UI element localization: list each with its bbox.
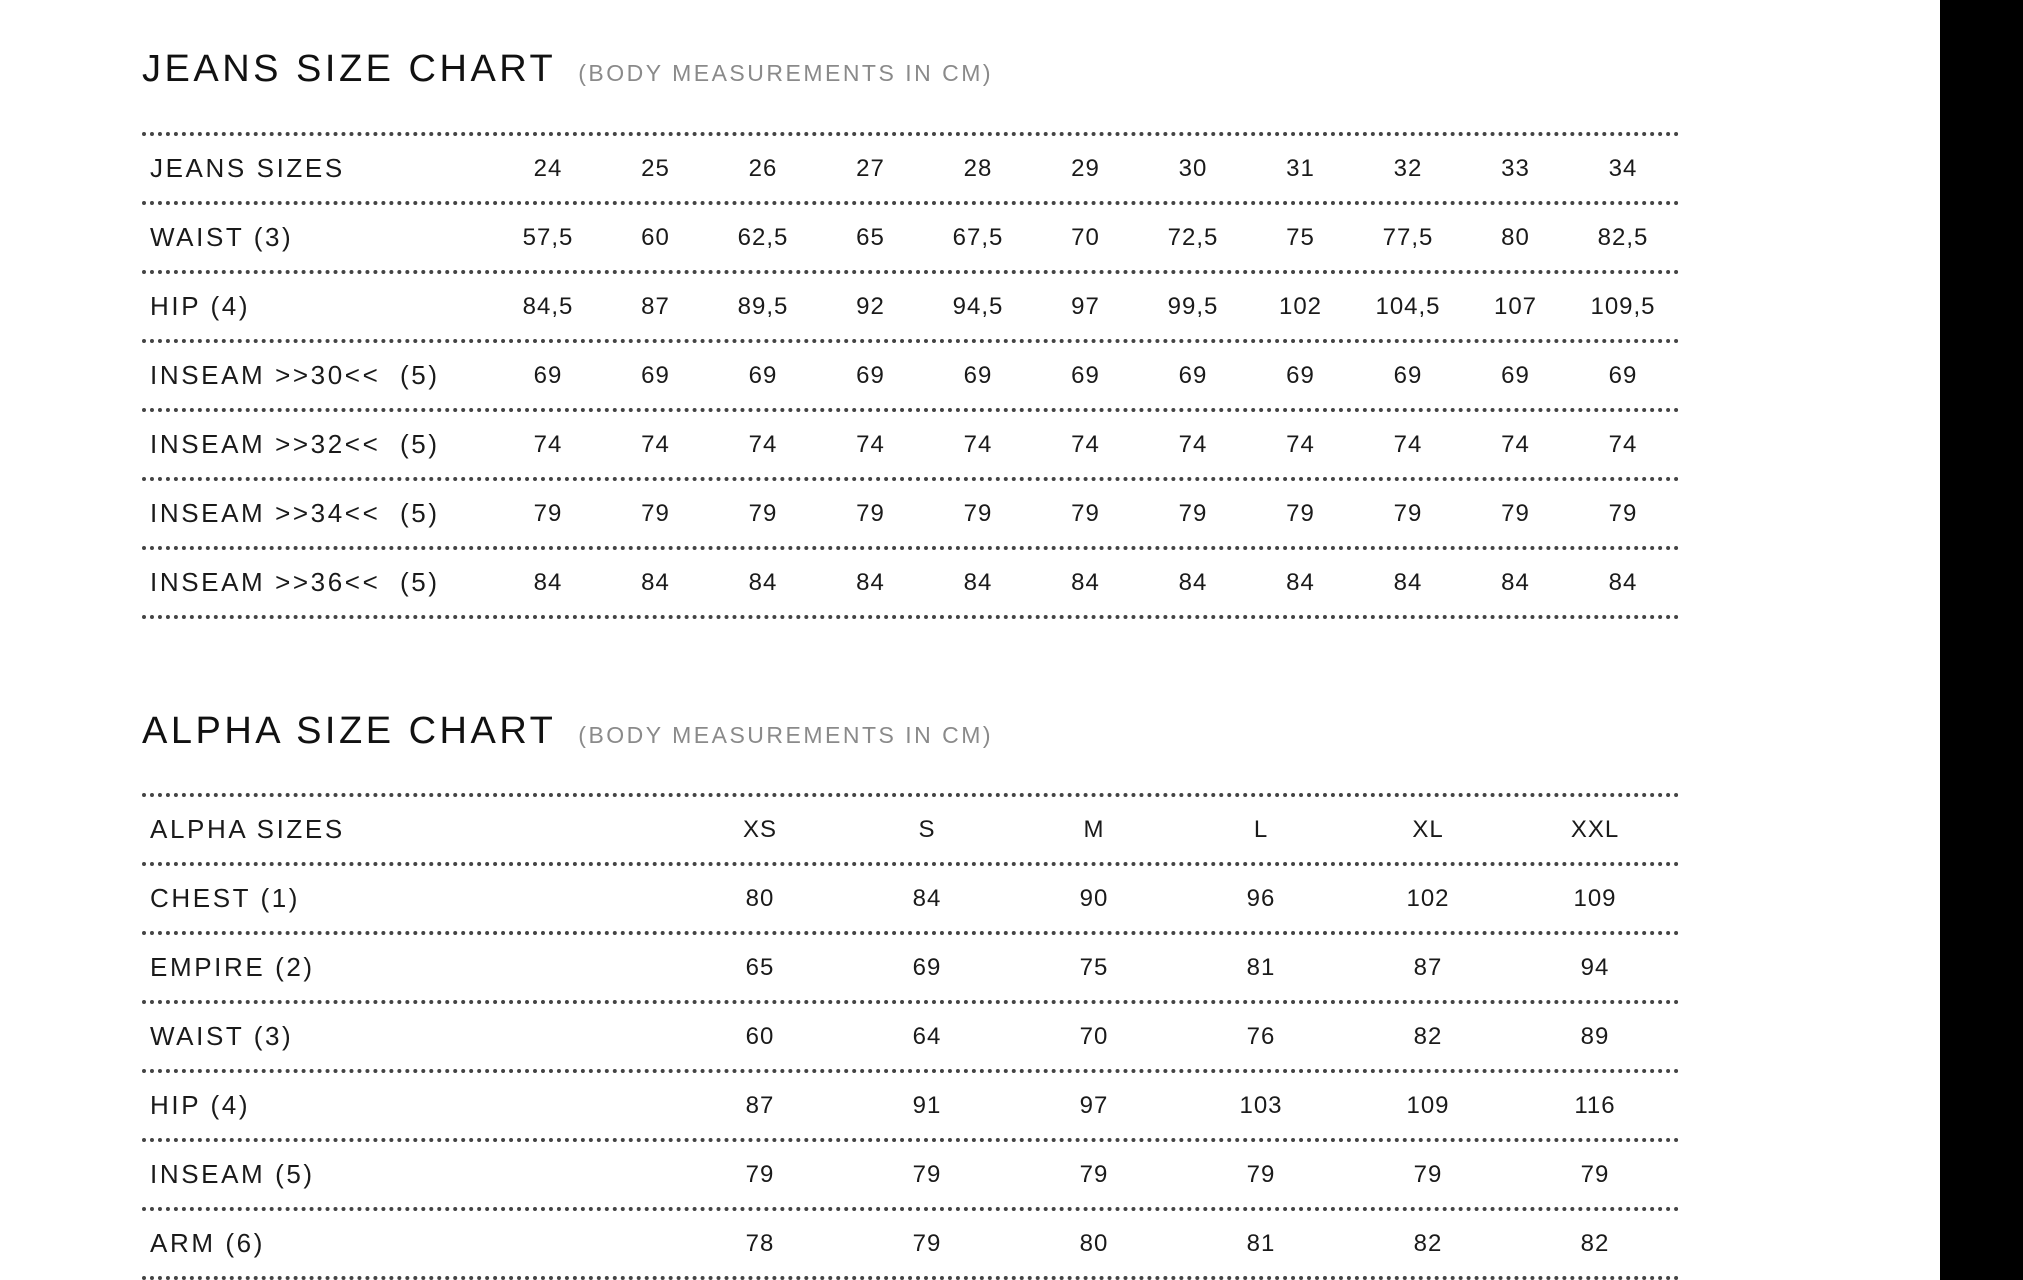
alpha-cell: XL bbox=[1412, 816, 1444, 843]
jeans-cell: 25 bbox=[641, 155, 670, 182]
alpha-size-table bbox=[142, 793, 1680, 1280]
jeans-cell: 97 bbox=[1071, 293, 1100, 320]
alpha-cell: 80 bbox=[745, 885, 775, 912]
jeans-cell: 84 bbox=[533, 569, 563, 596]
jeans-chart-subtitle: (BODY MEASUREMENTS IN CM) bbox=[578, 60, 994, 86]
jeans-cell: 107 bbox=[1493, 293, 1538, 320]
jeans-cell: 69 bbox=[533, 362, 563, 389]
jeans-cell: 67,5 bbox=[952, 224, 1004, 251]
alpha-cell: 70 bbox=[1079, 1023, 1109, 1050]
jeans-cell: 79 bbox=[641, 500, 670, 527]
alpha-cell: 94 bbox=[1580, 954, 1610, 981]
jeans-row-label: INSEAM >>32<< (5) bbox=[150, 429, 440, 459]
alpha-cell: XXL bbox=[1570, 816, 1620, 843]
jeans-cell: 30 bbox=[1178, 155, 1208, 182]
alpha-row bbox=[142, 866, 1680, 935]
alpha-cell: 84 bbox=[912, 885, 942, 912]
jeans-cell: 84 bbox=[856, 569, 885, 596]
alpha-row bbox=[142, 935, 1680, 1004]
jeans-cell: 72,5 bbox=[1167, 224, 1219, 251]
jeans-cell: 74 bbox=[963, 431, 993, 458]
jeans-cell: 84 bbox=[1071, 569, 1100, 596]
alpha-cell: 81 bbox=[1246, 1230, 1276, 1257]
jeans-cell: 84 bbox=[748, 569, 778, 596]
alpha-row-label: ARM (6) bbox=[150, 1228, 265, 1258]
jeans-cell: 74 bbox=[748, 431, 778, 458]
jeans-cell: 102 bbox=[1278, 293, 1323, 320]
alpha-cell: 79 bbox=[1580, 1161, 1610, 1188]
jeans-cell: 79 bbox=[1393, 500, 1423, 527]
jeans-row bbox=[142, 412, 1680, 481]
alpha-cell: M bbox=[1083, 816, 1105, 843]
jeans-row bbox=[142, 481, 1680, 550]
jeans-cell: 79 bbox=[748, 500, 778, 527]
jeans-row-label: INSEAM >>34<< (5) bbox=[150, 498, 440, 528]
alpha-cell: XS bbox=[742, 816, 777, 843]
alpha-row bbox=[142, 797, 1680, 866]
alpha-cell: 103 bbox=[1239, 1092, 1283, 1119]
alpha-cell: 96 bbox=[1246, 885, 1276, 912]
jeans-cell: 74 bbox=[856, 431, 885, 458]
alpha-cell: 79 bbox=[745, 1161, 775, 1188]
jeans-cell: 74 bbox=[1071, 431, 1100, 458]
jeans-size-table bbox=[142, 132, 1680, 619]
alpha-cell: 76 bbox=[1246, 1023, 1276, 1050]
alpha-cell: 102 bbox=[1406, 885, 1450, 912]
jeans-cell: 89,5 bbox=[737, 293, 789, 320]
alpha-cell: 90 bbox=[1079, 885, 1109, 912]
jeans-cell: 32 bbox=[1393, 155, 1423, 182]
jeans-cell: 79 bbox=[963, 500, 993, 527]
jeans-cell: 99,5 bbox=[1167, 293, 1219, 320]
alpha-row bbox=[142, 1073, 1680, 1142]
alpha-cell: 82 bbox=[1413, 1230, 1443, 1257]
alpha-cell: 82 bbox=[1413, 1023, 1443, 1050]
jeans-cell: 60 bbox=[641, 224, 670, 251]
jeans-cell: 79 bbox=[1178, 500, 1208, 527]
jeans-cell: 65 bbox=[856, 224, 885, 251]
jeans-cell: 104,5 bbox=[1375, 293, 1441, 320]
jeans-row bbox=[142, 343, 1680, 412]
alpha-chart-heading bbox=[142, 710, 993, 753]
alpha-cell: 116 bbox=[1574, 1092, 1616, 1119]
jeans-cell: 28 bbox=[963, 155, 993, 182]
jeans-cell: 84 bbox=[1393, 569, 1423, 596]
jeans-cell: 109,5 bbox=[1590, 293, 1656, 320]
alpha-row-label: EMPIRE (2) bbox=[150, 952, 315, 982]
jeans-row-label: INSEAM >>30<< (5) bbox=[150, 360, 440, 390]
jeans-cell: 74 bbox=[533, 431, 563, 458]
jeans-chart-title: JEANS SIZE CHART bbox=[142, 48, 557, 90]
alpha-cell: 97 bbox=[1079, 1092, 1109, 1119]
jeans-cell: 26 bbox=[748, 155, 778, 182]
alpha-cell: 78 bbox=[745, 1230, 775, 1257]
jeans-cell: 87 bbox=[641, 293, 670, 320]
alpha-cell: 81 bbox=[1246, 954, 1276, 981]
jeans-cell: 79 bbox=[1286, 500, 1315, 527]
jeans-cell: 79 bbox=[856, 500, 885, 527]
alpha-cell: L bbox=[1253, 816, 1269, 843]
jeans-cell: 27 bbox=[856, 155, 885, 182]
jeans-cell: 82,5 bbox=[1597, 224, 1649, 251]
jeans-cell: 84,5 bbox=[522, 293, 574, 320]
jeans-cell: 69 bbox=[1286, 362, 1315, 389]
jeans-cell: 24 bbox=[533, 155, 563, 182]
jeans-row-label: JEANS SIZES bbox=[150, 153, 345, 183]
jeans-row bbox=[142, 205, 1680, 274]
jeans-cell: 29 bbox=[1071, 155, 1100, 182]
jeans-row-label: INSEAM >>36<< (5) bbox=[150, 567, 440, 597]
alpha-chart-subtitle: (BODY MEASUREMENTS IN CM) bbox=[578, 722, 994, 748]
alpha-cell: 109 bbox=[1406, 1092, 1450, 1119]
jeans-cell: 79 bbox=[1501, 500, 1530, 527]
jeans-cell: 94,5 bbox=[952, 293, 1004, 320]
alpha-row-label: CHEST (1) bbox=[150, 883, 301, 913]
alpha-cell: 82 bbox=[1580, 1230, 1610, 1257]
jeans-cell: 74 bbox=[1608, 431, 1638, 458]
jeans-cell: 77,5 bbox=[1382, 224, 1434, 251]
jeans-cell: 74 bbox=[1178, 431, 1208, 458]
jeans-cell: 69 bbox=[748, 362, 778, 389]
alpha-cell: 79 bbox=[912, 1230, 942, 1257]
jeans-cell: 84 bbox=[1501, 569, 1530, 596]
jeans-cell: 74 bbox=[1501, 431, 1530, 458]
jeans-cell: 92 bbox=[856, 293, 885, 320]
alpha-cell: 75 bbox=[1079, 954, 1109, 981]
alpha-cell: 64 bbox=[912, 1023, 942, 1050]
jeans-cell: 62,5 bbox=[737, 224, 789, 251]
jeans-row bbox=[142, 136, 1680, 205]
jeans-row bbox=[142, 274, 1680, 343]
jeans-chart-heading bbox=[142, 48, 993, 91]
jeans-cell: 79 bbox=[533, 500, 563, 527]
jeans-cell: 69 bbox=[856, 362, 885, 389]
jeans-cell: 74 bbox=[641, 431, 670, 458]
jeans-cell: 84 bbox=[1178, 569, 1208, 596]
jeans-cell: 31 bbox=[1286, 155, 1315, 182]
alpha-cell: 89 bbox=[1580, 1023, 1610, 1050]
jeans-row-label: WAIST (3) bbox=[150, 222, 294, 252]
jeans-row bbox=[142, 550, 1680, 619]
alpha-cell: 65 bbox=[745, 954, 775, 981]
jeans-cell: 79 bbox=[1608, 500, 1638, 527]
alpha-cell: 91 bbox=[912, 1092, 942, 1119]
right-edge-black-bar bbox=[1940, 0, 2023, 1280]
jeans-cell: 69 bbox=[1178, 362, 1208, 389]
jeans-cell: 75 bbox=[1286, 224, 1315, 251]
jeans-row-label: HIP (4) bbox=[150, 291, 251, 321]
jeans-cell: 33 bbox=[1501, 155, 1530, 182]
jeans-cell: 69 bbox=[1393, 362, 1423, 389]
alpha-cell: 87 bbox=[745, 1092, 775, 1119]
alpha-row-label: WAIST (3) bbox=[150, 1021, 294, 1051]
jeans-cell: 84 bbox=[1608, 569, 1638, 596]
alpha-cell: 79 bbox=[1079, 1161, 1109, 1188]
alpha-row-label: HIP (4) bbox=[150, 1090, 251, 1120]
alpha-row bbox=[142, 1211, 1680, 1280]
alpha-row-label: ALPHA SIZES bbox=[150, 814, 345, 844]
jeans-cell: 84 bbox=[1286, 569, 1315, 596]
jeans-cell: 34 bbox=[1608, 155, 1638, 182]
alpha-cell: 69 bbox=[912, 954, 942, 981]
alpha-row-label: INSEAM (5) bbox=[150, 1159, 315, 1189]
jeans-cell: 74 bbox=[1286, 431, 1315, 458]
jeans-cell: 79 bbox=[1071, 500, 1100, 527]
jeans-cell: 74 bbox=[1393, 431, 1423, 458]
jeans-cell: 84 bbox=[641, 569, 670, 596]
alpha-cell: 60 bbox=[745, 1023, 775, 1050]
jeans-cell: 80 bbox=[1501, 224, 1530, 251]
alpha-cell: 79 bbox=[1413, 1161, 1443, 1188]
alpha-row bbox=[142, 1142, 1680, 1211]
alpha-cell: 80 bbox=[1079, 1230, 1109, 1257]
jeans-cell: 69 bbox=[1071, 362, 1100, 389]
alpha-cell: S bbox=[918, 816, 936, 843]
jeans-cell: 69 bbox=[963, 362, 993, 389]
jeans-cell: 57,5 bbox=[522, 224, 574, 251]
jeans-cell: 70 bbox=[1071, 224, 1100, 251]
jeans-cell: 69 bbox=[1501, 362, 1530, 389]
alpha-cell: 79 bbox=[1246, 1161, 1276, 1188]
jeans-cell: 69 bbox=[1608, 362, 1638, 389]
alpha-cell: 109 bbox=[1573, 885, 1617, 912]
alpha-row bbox=[142, 1004, 1680, 1073]
jeans-cell: 84 bbox=[963, 569, 993, 596]
alpha-chart-title: ALPHA SIZE CHART bbox=[142, 710, 557, 752]
alpha-cell: 87 bbox=[1413, 954, 1443, 981]
alpha-cell: 79 bbox=[912, 1161, 942, 1188]
jeans-cell: 69 bbox=[641, 362, 670, 389]
